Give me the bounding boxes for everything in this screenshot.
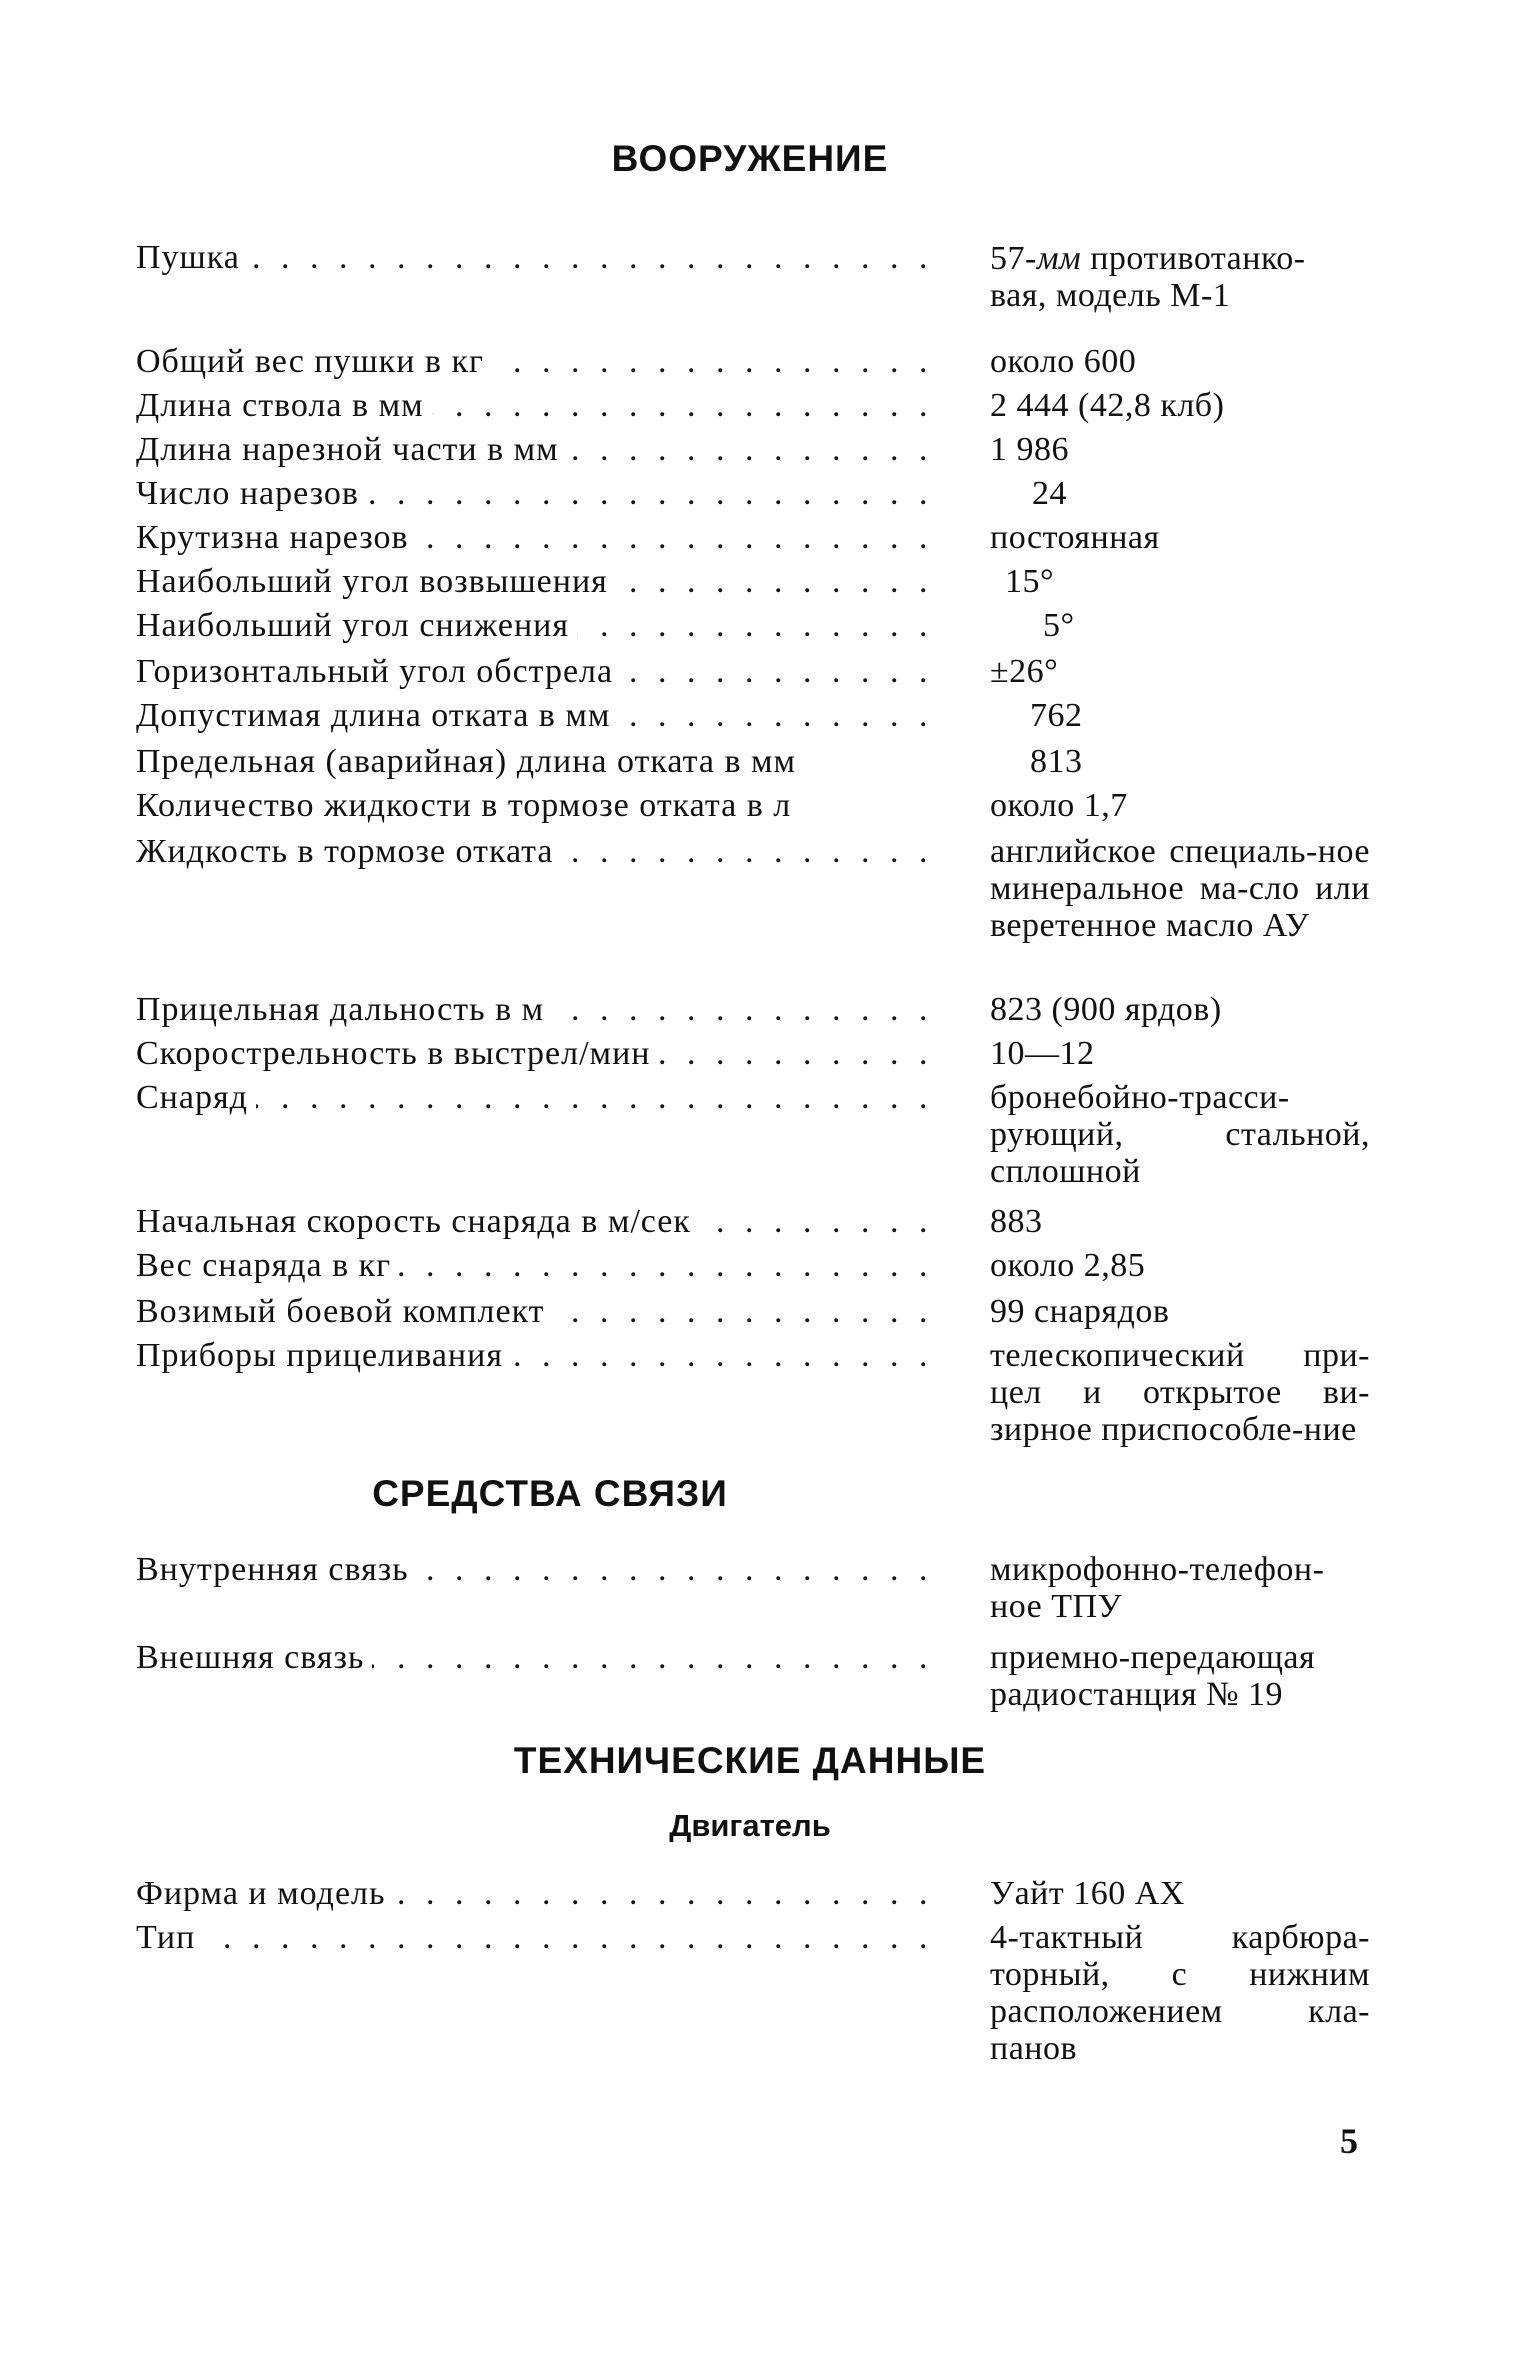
row-label-gun: Пушка . . . [136,236,926,280]
row-value: 10—12 [990,1035,1095,1072]
row-label: Общий вес пушки в кг . . . [136,340,926,384]
row-value: бронебойно-трасси-рующий, стальной, сплошной [990,1079,1370,1190]
row-label: Наибольший угол снижения . . . [136,604,926,648]
row-value: 15° [1005,563,1055,600]
row-value: 99 снарядов [990,1293,1170,1330]
row-label: Крутизна нарезов . . . [136,516,926,560]
row-value: ±26° [990,653,1059,690]
row-label: Начальная скорость снаряда в м/сек . . . [136,1200,926,1244]
row-label: Длина ствола в мм . . . [136,384,926,428]
row-value: 813 [1030,743,1083,780]
row-label: Число нарезов . . . [136,472,926,516]
row-label: Горизонтальный угол обстрела . . . [136,650,926,694]
row-value-gun: 57-мм противотанко- вая, модель М-1 [990,240,1306,314]
row-label: Количество жидкости в тормозе отката в л [136,784,926,828]
row-value: 883 [990,1203,1043,1240]
row-value: 5° [1043,607,1075,644]
row-value: около 2,85 [990,1247,1146,1284]
row-label: Внешняя связь . . . [136,1636,926,1680]
row-value: около 600 [990,343,1137,380]
row-value: постоянная [990,519,1160,556]
row-value: 1 986 [990,431,1069,468]
row-label: Прицельная дальность в м . . . [136,988,926,1032]
row-label: Жидкость в тормозе отката . . . [136,830,926,874]
row-label: Длина нарезной части в мм . . . [136,428,926,472]
section-title-comms: СРЕДСТВА СВЯЗИ [372,1473,728,1514]
row-label: Приборы прицеливания . . . [136,1334,926,1378]
row-label: Наибольший угол возвышения . . . [136,560,926,604]
row-label: Фирма и модель . . . [136,1872,926,1916]
row-value: микрофонно-телефон-ное ТПУ [990,1551,1325,1625]
row-label: Скорострельность в выстрел/мин . . . [136,1032,926,1076]
row-label: Возимый боевой комплект . . . [136,1290,926,1334]
page-number: 5 [1340,2121,1358,2161]
section-title-tech: ТЕХНИЧЕСКИЕ ДАННЫЕ [513,1740,987,1781]
row-label: Допустимая длина отката в мм . . . [136,694,926,738]
row-label: Тип . . . [136,1916,926,1960]
subsection-title-engine: Двигатель [669,1808,831,1843]
row-value: 2 444 (42,8 клб) [990,387,1225,424]
row-label: Внутренняя связь . . . [136,1548,926,1592]
row-value: 4-тактный карбюра-торный, с нижним расположением кла-панов [990,1919,1370,2067]
row-label: Предельная (аварийная) длина отката в мм [136,740,926,784]
row-value: телескопический при-цел и открытое ви-зирное приспособле-ние [990,1337,1370,1448]
row-value: 24 [1032,475,1067,512]
row-value: английское специаль-ное минеральное ма-сло или веретенное масло АУ [990,833,1370,944]
row-value: 823 (900 ярдов) [990,991,1222,1028]
section-title-armament: ВООРУЖЕНИЕ [611,138,889,179]
row-value: около 1,7 [990,787,1128,824]
row-label: Вес снаряда в кг . . . [136,1244,926,1288]
row-value: Уайт 160 АХ [990,1875,1185,1912]
row-value: 762 [1030,697,1083,734]
row-value: приемно-передающая радиостанция № 19 [990,1639,1316,1713]
row-label: Снаряд . . . [136,1076,926,1120]
